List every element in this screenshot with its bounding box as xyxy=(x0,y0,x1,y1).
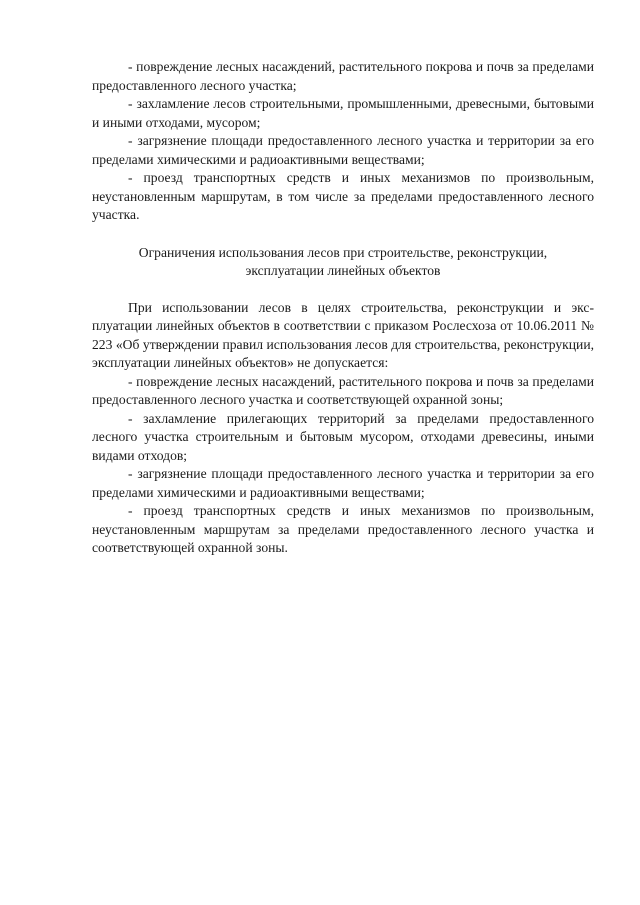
list-item: - загрязнение площади предоставленного лесного участка и территории за его пределами химическими и радиоактивными веществами; xyxy=(92,466,594,500)
list-item: - проезд транспортных средств и иных механизмов по произвольным, неустановленным маршрутам, в том числе за пределами предоставленного лесного участка. xyxy=(92,170,594,222)
section-heading-line: эксплуатации линейных объектов xyxy=(245,263,441,278)
list-item: - повреждение лесных насаждений, растительного покрова и почв за пределами предоставленного лесного участка; xyxy=(92,59,594,93)
list-item: - загрязнение площади предоставленного лесного участка и территории за его пределами химическими и радиоактивными веществами; xyxy=(92,133,594,167)
list-item: - захламление лесов строительными, промышленными, древесными, бытовыми и иными отходами, мусором; xyxy=(92,96,594,130)
list-item: - захламление прилегающих территорий за пределами предоставленного лесного участка строительным и бытовым мусором, отходами древесины, иными видами отходов; xyxy=(92,410,594,463)
section-heading-line: Ограничения использования лесов при строительстве, реконструкции, xyxy=(138,244,548,260)
document-page xyxy=(92,58,594,558)
section-heading xyxy=(92,244,594,281)
intro-paragraph: При использовании лесов в целях строительства, реконструкции и эксплуатации линейных объектов в соответствии с приказом Рослесхоза от 10.06.2011 № 223 «Об утверждении правил использования лесов для строительства, реконструкции, эксплуатации линейных объектов» не допускается: xyxy=(92,299,594,370)
list-item: - проезд транспортных средств и иных механизмов по произвольным, неустановленным маршрутам за пределами предоставленного лесного участка и соответствующей охранной зоны. xyxy=(92,503,594,555)
list-item: - повреждение лесных насаждений, растительного покрова и почв за пределами предоставленного лесного участка и соответствующей охранной зоны; xyxy=(92,373,594,407)
